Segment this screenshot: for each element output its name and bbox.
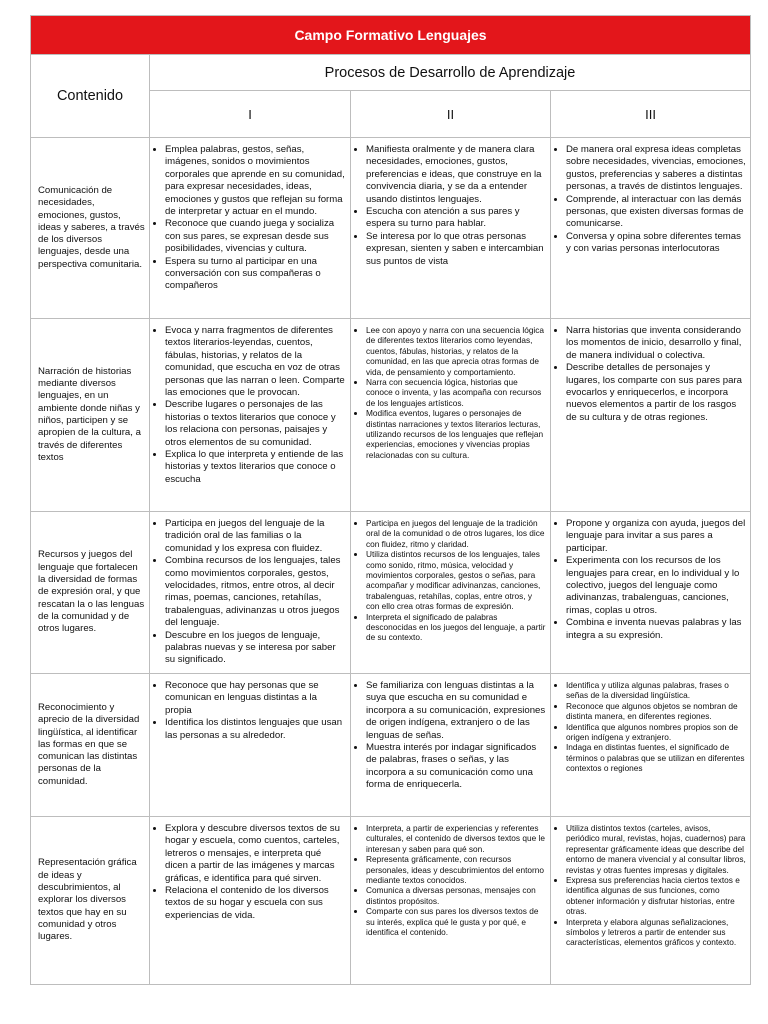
level-2-cell: [351, 674, 551, 817]
list-item: • Describe detalles de personajes y lugares, los comparte con sus pares para evocarlos y enriquecerlos, e incorpora nuevos elementos a partir de los rasgos de su cultura y de otras regiones.: [566, 362, 746, 424]
level-1-cell: [150, 674, 351, 817]
level-header-1: I: [150, 91, 351, 138]
list-item: • Comprende, al interactuar con las demás personas, que existen diversas formas de comunicarse.: [566, 194, 746, 231]
list-item: • Reconoce que cuando juega y socializa con sus pares, se expresan desde sus posibilidades, vivencias y cultura.: [165, 218, 346, 255]
level-3-cell: [551, 674, 751, 817]
level-1-cell: [150, 319, 351, 512]
level-3-cell: [551, 319, 751, 512]
content-cell: Recursos y juegos del lenguaje que fortalecen la diversidad de formas de expresión oral, y que rescatan la o las lenguas de la comunidad y de otros lugares.: [31, 512, 150, 674]
list-item: • Propone y organiza con ayuda, juegos del lenguaje para invitar a sus pares a participar.: [566, 518, 746, 555]
learning-table: [30, 15, 751, 985]
list-item: • Relaciona el contenido de los diversos textos de su hogar y escuela con sus experiencias de vida.: [165, 885, 346, 922]
content-cell: Representación gráfica de ideas y descubrimientos, al explorar los diversos textos que hay en su comunidad y otros lugares.: [31, 817, 150, 985]
list-item: • Participa en juegos del lenguaje de la tradición oral de las familias o la comunidad y los expresa con fluidez.: [165, 518, 346, 555]
list-item: • Espera su turno al participar en una conversación con sus compañeras o compañeros: [165, 256, 346, 293]
list-item: • Identifica y utiliza algunas palabras, frases o señas de la diversidad lingüística.: [566, 680, 746, 701]
list-item: • Explora y descubre diversos textos de su hogar y escuela, como cuentos, carteles, letreros o mensajes, e interpreta qué dicen a partir de las imágenes y marcas gráficas, e identifica para qué sirven.: [165, 823, 346, 885]
list-item: • Descubre en los juegos de lenguaje, palabras nuevas y se interesa por saber su significado.: [165, 630, 346, 667]
table-row: [31, 817, 751, 985]
procesos-header: Procesos de Desarrollo de Aprendizaje: [150, 55, 751, 91]
list-item: • Reconoce que algunos objetos se nombran de distinta manera, en diferentes regiones.: [566, 701, 746, 722]
list-item: • Comparte con sus pares los diversos textos de su interés, explica qué le gusta y por qué, e identifica el contenido.: [366, 906, 546, 937]
list-item: • Expresa sus preferencias hacia ciertos textos e identifica algunas de sus funciones, como obtener información y disfrutar historias, entre otras.: [566, 875, 746, 917]
list-item: • Describe lugares o personajes de las historias o textos literarios que conoce y los relaciona con personas, paisajes y otros elementos de su comunidad.: [165, 399, 346, 449]
contenido-header: Contenido: [31, 55, 150, 138]
list-item: • Utiliza distintos recursos de los lenguajes, tales como sonido, ritmo, música, velocidad y movimientos corporales, gestos o señas, para acompañar y modificar adivinanzas, canciones, trabalenguas, retahílas, coplas, entre otros, y con ello crea otras formas de expresión.: [366, 549, 546, 611]
level-header-3: III: [551, 91, 751, 138]
list-item: • Se familiariza con lenguas distintas a la suya que escucha en su comunidad e incorpora a su comunicación, expresiones de origen indígena, extranjero o de las lenguas de señas.: [366, 680, 546, 742]
list-item: • Evoca y narra fragmentos de diferentes textos literarios-leyendas, cuentos, fábulas, historias, y relatos de la comunidad, que escucha en voz de otras personas que las narran o leen. Comparte las emociones que le provocan.: [165, 325, 346, 399]
content-cell: Reconocimiento y aprecio de la diversidad lingüística, al identificar las formas en que se comunican las distintas personas de la comunidad.: [31, 674, 150, 817]
list-item: • Manifiesta oralmente y de manera clara necesidades, emociones, gustos, preferencias e ideas, que construye en la convivencia diaria, y se da a entender usando distintos lenguajes.: [366, 144, 546, 206]
list-item: • Combina recursos de los lenguajes, tales como movimientos corporales, gestos, velocidades, ritmos, entre otros, al decir rimas, poemas, canciones, retahílas, trabalenguas, adivinanzas u otros juegos del lenguaje.: [165, 555, 346, 629]
list-item: • Indaga en distintas fuentes, el significado de términos o palabras que se utilizan en diferentes contextos o regiones: [566, 742, 746, 773]
list-item: • Escucha con atención a sus pares y espera su turno para hablar.: [366, 206, 546, 231]
level-1-cell: [150, 512, 351, 674]
list-item: • Se interesa por lo que otras personas expresan, sienten y saben e intercambian sus puntos de vista: [366, 231, 546, 268]
level-header-2: II: [351, 91, 551, 138]
table-row: [31, 138, 751, 319]
list-item: • De manera oral expresa ideas completas sobre necesidades, vivencias, emociones, gustos, preferencias y saberes a distintas personas, a través de distintos lenguajes.: [566, 144, 746, 194]
list-item: • Narra historias que inventa considerando los momentos de inicio, desarrollo y final, de manera individual o colectiva.: [566, 325, 746, 362]
list-item: • Comunica a diversas personas, mensajes con distintos propósitos.: [366, 885, 546, 906]
list-item: • Interpreta y elabora algunas señalizaciones, símbolos y letreros a partir de entender sus características, elementos gráficos y contexto.: [566, 917, 746, 948]
list-item: • Interpreta, a partir de experiencias y referentes culturales, el contenido de diversos textos que le interesan y saben para qué son.: [366, 823, 546, 854]
list-item: • Modifica eventos, lugares o personajes de distintas narraciones y textos literarios lecturas, utilizando recursos de los lenguajes que reflejan experiencias, emociones y vivencias propias relacionadas con su cultura.: [366, 408, 546, 460]
level-1-cell: [150, 138, 351, 319]
list-item: • Representa gráficamente, con recursos personales, ideas y descubrimientos del entorno mediante textos conocidos.: [366, 854, 546, 885]
list-item: • Interpreta el significado de palabras desconocidas en los juegos del lenguaje, a partir de su contexto.: [366, 612, 546, 643]
level-3-cell: [551, 512, 751, 674]
table-title: Campo Formativo Lenguajes: [31, 16, 751, 55]
level-1-cell: [150, 817, 351, 985]
list-item: • Reconoce que hay personas que se comunican en lenguas distintas a la propia: [165, 680, 346, 717]
list-item: • Explica lo que interpreta y entiende de las historias y textos literarios que conoce o escucha: [165, 449, 346, 486]
table-row: [31, 512, 751, 674]
list-item: • Narra con secuencia lógica, historias que conoce o inventa, y las acompaña con recursos de los lenguajes artísticos.: [366, 377, 546, 408]
list-item: • Participa en juegos del lenguaje de la tradición oral de la comunidad o de otros lugares, los dice con fluidez, ritmo y claridad.: [366, 518, 546, 549]
level-2-cell: [351, 138, 551, 319]
list-item: • Emplea palabras, gestos, señas, imágenes, sonidos o movimientos corporales que aprende en su comunidad, para expresar necesidades, ideas, emociones y gustos que reflejan su forma de interpretar y actuar en el mundo.: [165, 144, 346, 218]
level-2-cell: [351, 319, 551, 512]
content-cell: Narración de historias mediante diversos lenguajes, en un ambiente donde niñas y niños, participen y se apropien de la cultura, a través de diferentes textos: [31, 319, 150, 512]
list-item: • Conversa y opina sobre diferentes temas y con varias personas interlocutoras: [566, 231, 746, 256]
list-item: • Muestra interés por indagar significados de palabras, frases o señas, y las incorpora a su comunicación como una forma de enriquecerla.: [366, 742, 546, 792]
list-item: • Identifica que algunos nombres propios son de origen indígena y extranjero.: [566, 722, 746, 743]
title-row: [31, 16, 751, 55]
list-item: • Lee con apoyo y narra con una secuencia lógica de diferentes textos literarios como leyendas, cuentos, fábulas, historias, y relatos de la comunidad, en las que aprecia otras formas de vida, de pensamiento y comportamiento.: [366, 325, 546, 377]
list-item: • Experimenta con los recursos de los lenguajes para crear, en lo individual y lo colectivo, juegos del lenguaje como adivinanzas, trabalenguas, canciones, rimas, coplas u otros.: [566, 555, 746, 617]
list-item: • Utiliza distintos textos (carteles, avisos, periódico mural, revistas, hojas, cuadernos) para representar gráficamente ideas que describe del entorno de manera vivencial y al consultar libros, revistas y otras fuentes impresas y digitales.: [566, 823, 746, 875]
level-2-cell: [351, 817, 551, 985]
content-cell: Comunicación de necesidades, emociones, gustos, ideas y saberes, a través de los diversos lenguajes, desde una perspectiva comunitaria.: [31, 138, 150, 319]
level-3-cell: [551, 817, 751, 985]
list-item: • Combina e inventa nuevas palabras y las integra a su expresión.: [566, 617, 746, 642]
table-row: [31, 319, 751, 512]
header-row: [31, 55, 751, 91]
level-2-cell: [351, 512, 551, 674]
level-3-cell: [551, 138, 751, 319]
table-row: [31, 674, 751, 817]
list-item: • Identifica los distintos lenguajes que usan las personas a su alrededor.: [165, 717, 346, 742]
